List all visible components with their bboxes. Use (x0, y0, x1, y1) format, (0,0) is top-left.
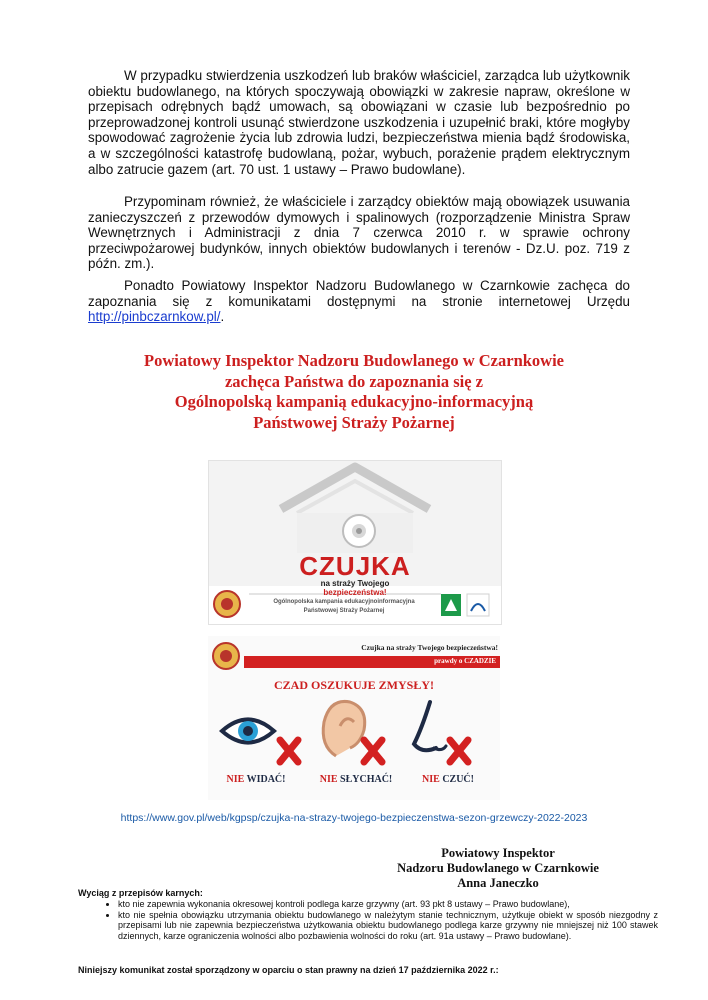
czujka-footer-line1: Ogólnopolska kampania edukacyjnoinformacyjna (273, 599, 415, 605)
campaign-url[interactable]: https://www.gov.pl/web/kgpsp/czujka-na-strazy-twojego-bezpieczenstwa-sezon-grzewczy-2022-2023 (120, 812, 588, 824)
paragraph-website-end: . (220, 309, 225, 325)
ear-icon (323, 701, 365, 756)
caption-sense: WIDAĆ! (244, 774, 286, 785)
czujka-subtitle-line2: bezpieczeństwa! (323, 588, 387, 597)
campaign-heading-line: zachęca Państwa do zapoznania się z (224, 371, 484, 391)
caption-nie-widac (216, 774, 296, 785)
paragraph-chimneys: Przypominam również, że właściciele i zarządcy obiektów mają obowiązek usuwania zanieczyszczeń z przewodów dymowych i spalinowych (rozporządzenie Ministra Spraw Wewnętrznych i Administracji z dnia 7 czerwca 2010 r. w sprawie ochrony przeciwpożarowej budynków, innych obiektów budowlanych i terenów - Dz.U. poz. 719 z późn. zm.). (88, 194, 630, 272)
czad-headline: CZAD OSZUKUJE ZMYSŁY! (273, 678, 435, 692)
caption-nie-czuc (408, 774, 488, 785)
czujka-subtitle-line1: na straży Twojego (320, 579, 390, 588)
penalties-heading: Wyciąg z przepisów karnych: (78, 888, 203, 898)
czad-red-bar-text: prawdy o CZADZIE (434, 657, 496, 665)
penalties-list (88, 899, 658, 941)
czujka-title: CZUJKA (299, 551, 411, 581)
campaign-heading-line: Państwowej Straży Pożarnej (253, 412, 455, 432)
signature-line: Nadzoru Budowlanego w Czarnkowie (397, 861, 599, 875)
eye-icon (222, 720, 274, 743)
caption-sense: CZUĆ! (439, 774, 474, 785)
czujka-footer-line2: Państwowej Straży Pożarnej (303, 608, 385, 614)
campaign-heading-line: Powiatowy Inspektor Nadzoru Budowlanego w Czarnkowie (143, 351, 564, 370)
caption-nie: NIE (226, 774, 245, 785)
caption-nie: NIE (422, 774, 440, 785)
signature-line: Anna Janeczko (457, 876, 539, 890)
paragraph-repairs: W przypadku stwierdzenia uszkodzeń lub braków właściciel, zarządca lub użytkownik obiektu budowlanego, na których spoczywają obowiązki w zakresie napraw, określone w przepisach odrębnych bądź umowach, są obowiązani w czasie lub bezpośrednio po przeprowadzonej kontroli usunąć stwierdzone uszkodzenia i uzupełnić braki, które mogłyby spowodować zagrożenie życia lub zdrowia ludzi, bezpieczeństwa mienia bądź środowiska, a w szczególności katastrofę budowlaną, pożar, wybuch, porażenie prądem elektrycznym albo zatrucie gazem (art. 70 ust. 1 ustawy – Prawo budowlane). (88, 68, 630, 177)
caption-sense: SŁYCHAĆ! (337, 774, 393, 785)
campaign-heading (0, 351, 708, 433)
nose-icon (414, 702, 446, 750)
caption-nie-slychac (310, 774, 402, 785)
paragraph-website (88, 278, 630, 325)
paragraph-website-text: Ponadto Powiatowy Inspektor Nadzoru Budowlanego w Czarnkowie zachęca do zapoznania się z komunikatami dostępnymi na stronie internetowej Urzędu (88, 278, 630, 309)
penalty-item: • kto nie spełnia obowiązku utrzymania obiektu budowlanego w należytym stanie technicznym, użytkuje obiekt w sposób niezgodny z przepisami lub nie zapewnia bezpieczeństwa użytkowania obiektu budowlanego podlega karze grzywny nie mniejszej niż 100 stawek dziennych, karze ograniczenia wolności albo pozbawienia wolności do roku (art. 91a ustawy – Prawo budowlane). (118, 910, 658, 942)
czujka-campaign-poster (208, 460, 502, 625)
signature-block (388, 846, 608, 891)
signature-line: Powiatowy Inspektor (441, 846, 555, 860)
pinb-website-link[interactable]: http://pinbczarnkow.pl/ (88, 309, 221, 325)
czad-campaign-poster (208, 636, 500, 800)
penalty-item: • kto nie zapewnia wykonania okresowej kontroli podlega karze grzywny (art. 93 pkt 8 ustawy – Prawo budowlane), (118, 899, 658, 910)
campaign-heading-line: Ogólnopolską kampanią edukacyjno-informacyjną (174, 392, 534, 411)
czad-top-text: Czujka na straży Twojego bezpieczeństwa! (361, 643, 498, 652)
caption-nie: NIE (319, 774, 338, 785)
legal-status-note: Niniejszy komunikat został sporządzony w oparciu o stan prawny na dzień 17 października 2022 r.: (78, 965, 499, 975)
